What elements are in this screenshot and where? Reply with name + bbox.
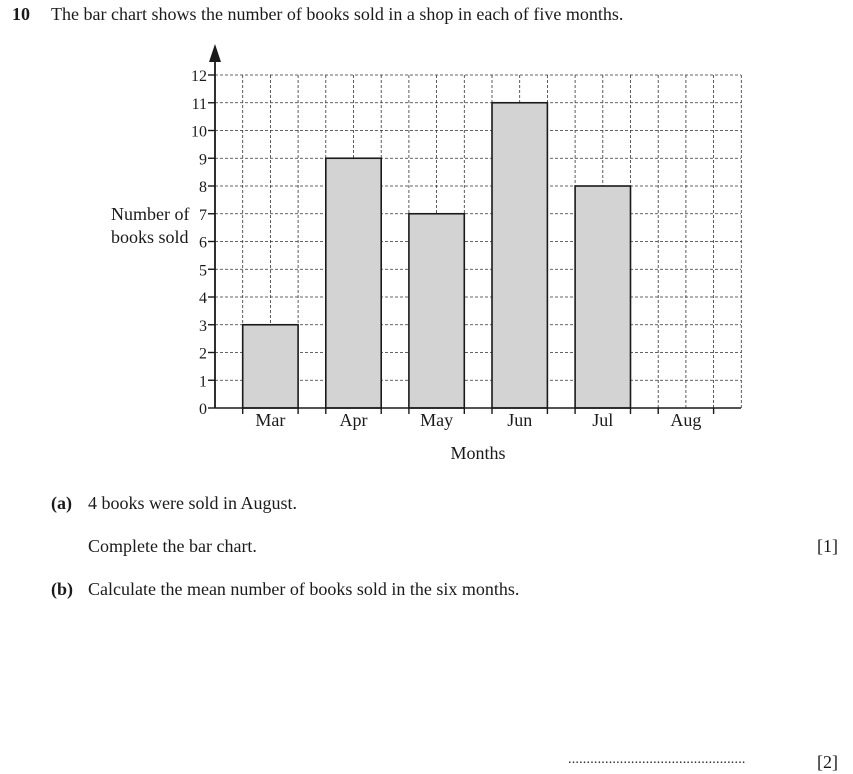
bar-mar xyxy=(243,325,298,408)
y-tick-label: 0 xyxy=(199,401,207,418)
x-tick-label: Mar xyxy=(255,410,286,430)
x-tick-label: Aug xyxy=(670,410,702,430)
y-tick-label: 3 xyxy=(199,317,207,335)
y-axis-arrow xyxy=(209,44,221,62)
x-tick-label: Jun xyxy=(507,410,533,430)
bar-jul xyxy=(575,186,630,408)
part-a-marks: [1] xyxy=(817,536,838,556)
question-number: 10 xyxy=(12,4,30,24)
part-b-text: Calculate the mean number of books sold in the six months. xyxy=(88,579,520,599)
y-tick-label: 9 xyxy=(199,151,207,169)
y-tick-label: 7 xyxy=(199,206,207,224)
y-tick-label: 1 xyxy=(199,373,207,391)
bar-may xyxy=(409,214,464,408)
x-axis-label: Months xyxy=(450,443,506,463)
bar-apr xyxy=(326,158,381,408)
x-tick-label: Apr xyxy=(339,410,368,430)
part-a-instruction: Complete the bar chart. xyxy=(88,536,257,556)
y-tick-label: 4 xyxy=(199,290,207,307)
y-tick-label: 8 xyxy=(199,179,207,196)
y-tick-label: 2 xyxy=(199,345,207,363)
part-a-label: (a) xyxy=(51,493,72,513)
x-tick-label: May xyxy=(420,410,454,430)
part-b-label: (b) xyxy=(51,579,73,599)
y-tick-label: 10 xyxy=(191,123,207,141)
part-a-text: 4 books were sold in August. xyxy=(88,493,297,513)
answer-line: ................................................ xyxy=(568,752,746,767)
y-axis-label: Number of books sold xyxy=(111,204,190,247)
y-tick-label: 12 xyxy=(191,68,207,85)
bar-jun xyxy=(492,103,547,408)
x-tick-label: Jul xyxy=(592,410,614,430)
y-tick-label: 6 xyxy=(199,234,207,252)
y-tick-label: 11 xyxy=(191,95,207,113)
y-tick-label: 5 xyxy=(199,262,207,280)
part-b-marks: [2] xyxy=(817,752,838,772)
question-text: The bar chart shows the number of books sold in a shop in each of five months. xyxy=(51,4,624,24)
